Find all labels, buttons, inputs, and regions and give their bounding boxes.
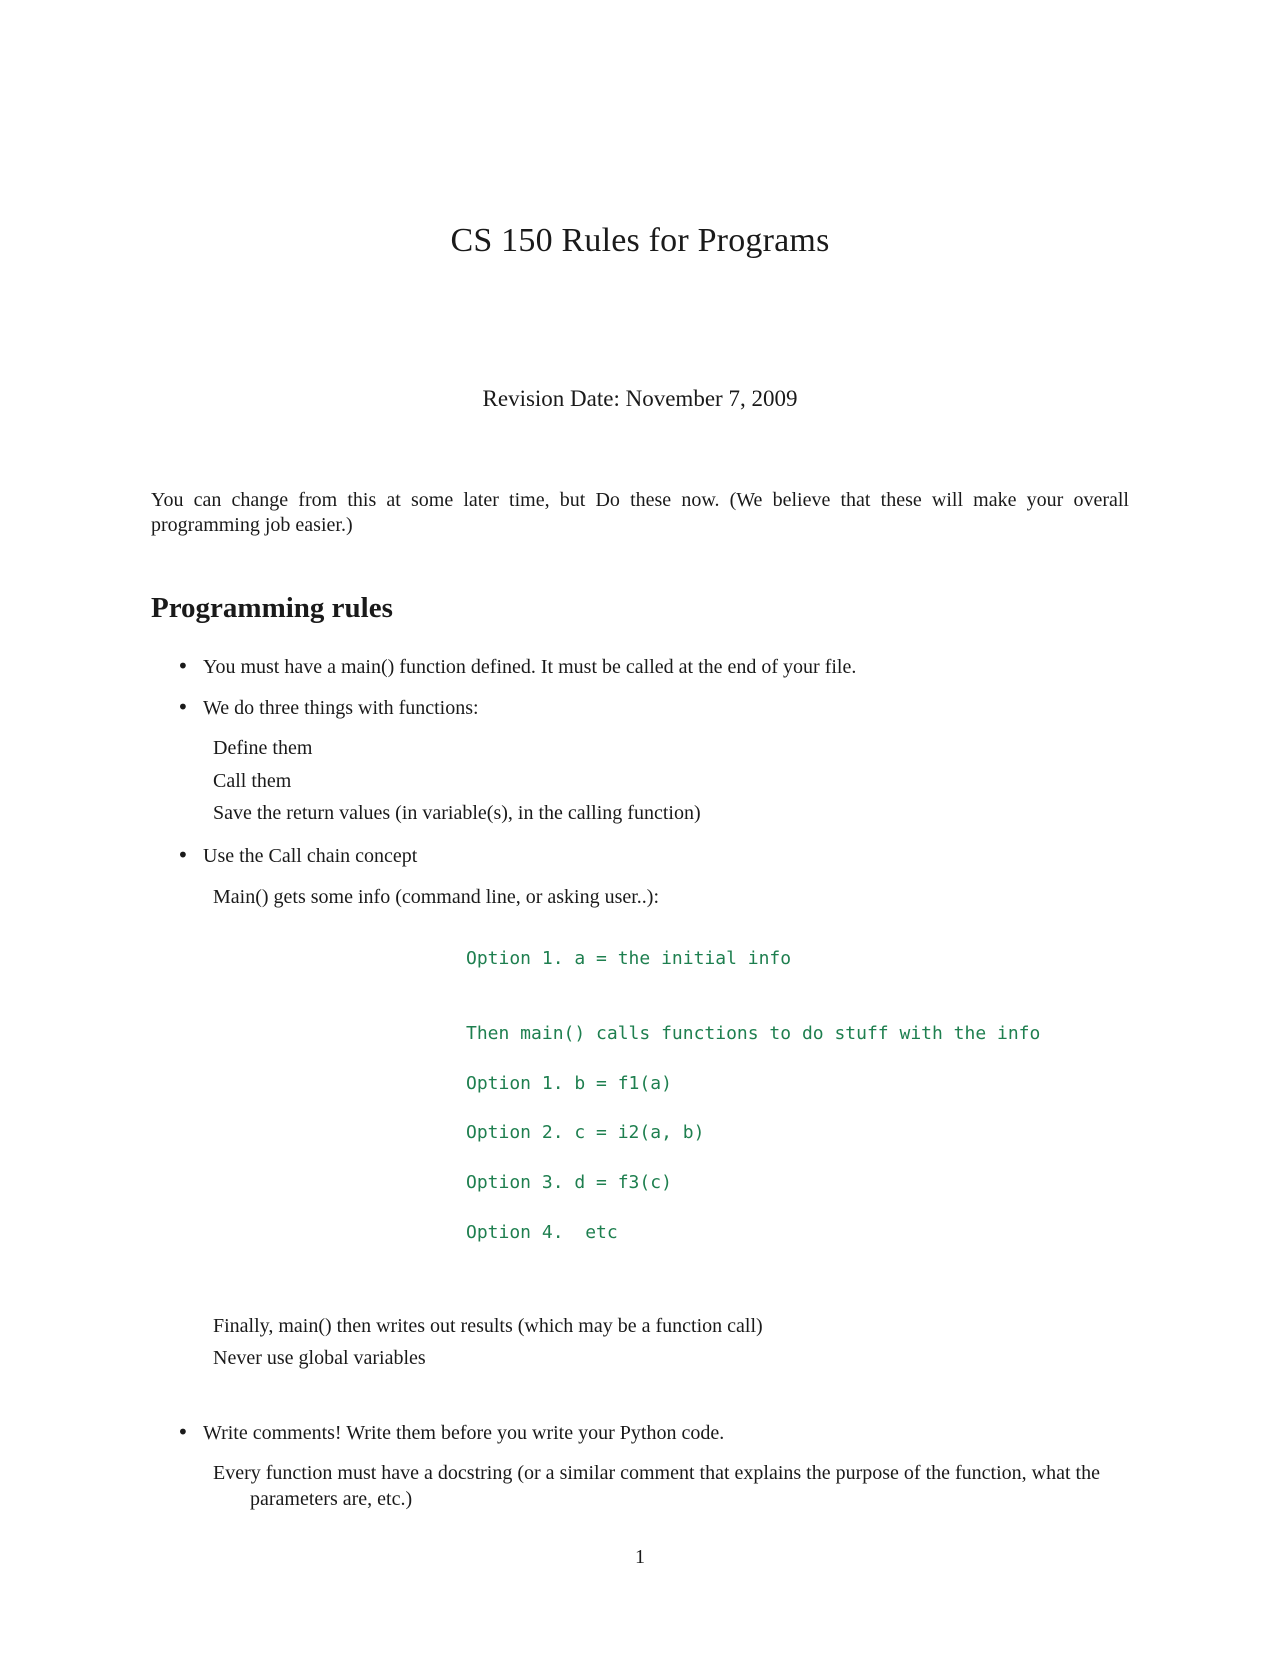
bullet-text: Write comments! Write them before you write your Python code.: [203, 1422, 725, 1444]
intro-paragraph: You can change from this at some later time, but Do these now. (We believe that these will make your overall programming job easier.): [151, 489, 1129, 536]
section-heading: Programming rules: [151, 592, 393, 624]
code-line: Then main() calls functions to do stuff with the info: [466, 1023, 1041, 1044]
code-line: Option 1. a = the initial info: [466, 948, 792, 969]
page-number: 1: [635, 1546, 645, 1568]
list-item: Never use global variables: [213, 1347, 426, 1369]
list-item: Main() gets some info (command line, or asking user..):: [213, 886, 660, 908]
bullet-marker: •: [177, 843, 189, 867]
list-item: Save the return values (in variable(s), in the calling function): [213, 802, 701, 824]
docstring-paragraph: Every function must have a docstring (or a similar comment that explains the purpose of the function, what the parameters are, etc.): [213, 1462, 1100, 1510]
list-item: Finally, main() then writes out results (which may be a function call): [213, 1315, 763, 1337]
bullet-marker: •: [177, 695, 189, 719]
list-item: Define them: [213, 737, 313, 759]
code-line: Option 1. b = f1(a): [466, 1073, 672, 1094]
bullet-marker: •: [177, 654, 189, 678]
bullet-text: We do three things with functions:: [203, 697, 479, 719]
code-line: Option 2. c = i2(a, b): [466, 1122, 705, 1143]
bullet-marker: •: [177, 1420, 189, 1444]
code-line: Option 3. d = f3(c): [466, 1172, 672, 1193]
bullet-text: Use the Call chain concept: [203, 845, 418, 867]
code-line: Option 4. etc: [466, 1222, 618, 1243]
revision-date: Revision Date: November 7, 2009: [482, 386, 798, 411]
bullet-text: You must have a main() function defined. It must be called at the end of your file.: [203, 656, 857, 678]
list-item: Call them: [213, 770, 292, 792]
document-title: CS 150 Rules for Programs: [450, 222, 830, 259]
